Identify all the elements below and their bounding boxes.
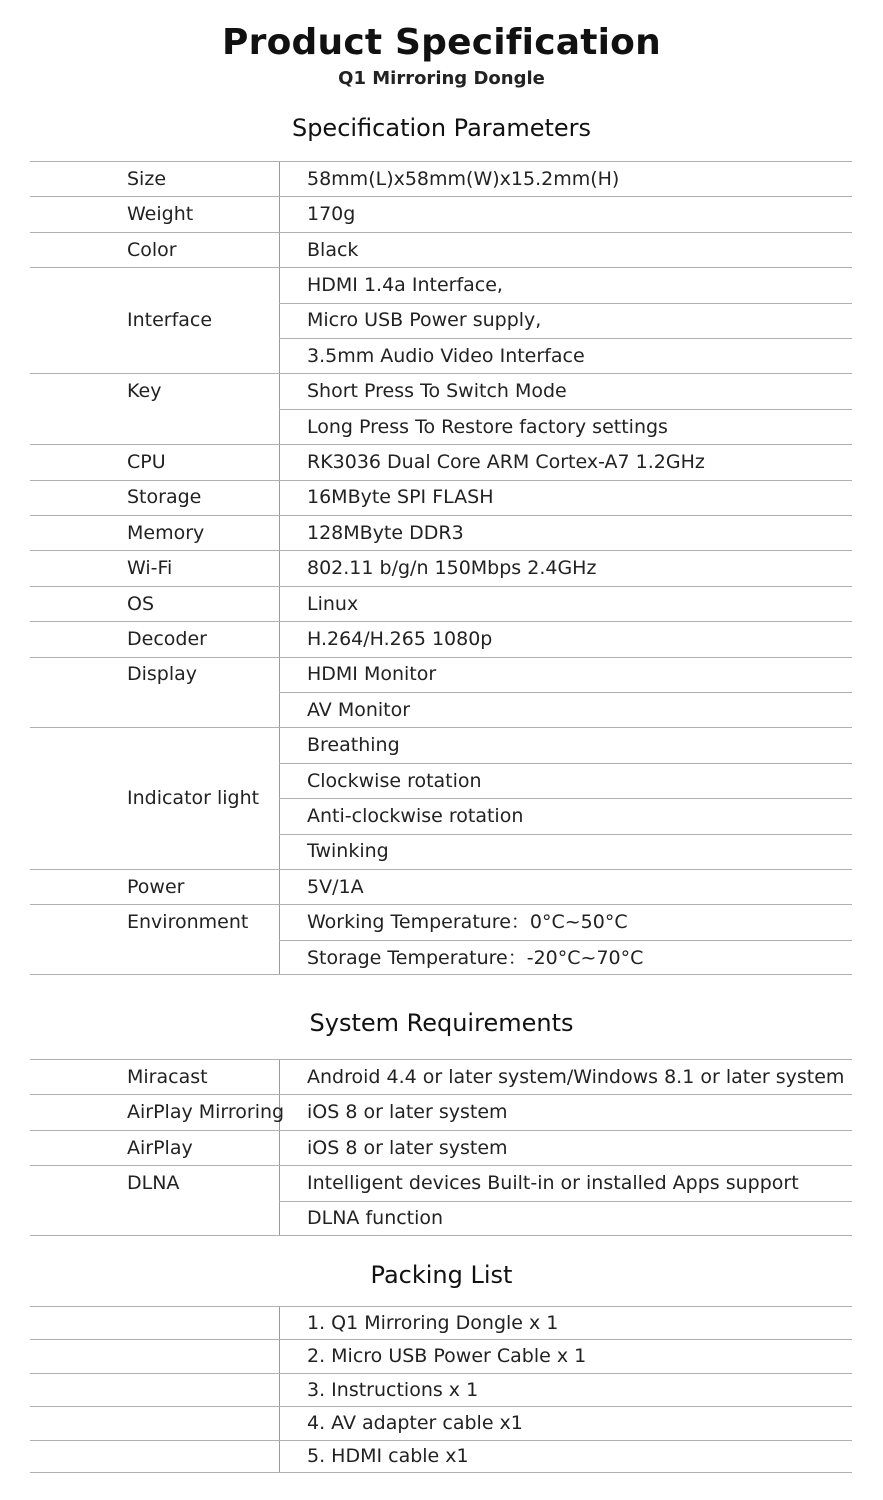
column-divider (279, 1059, 280, 1236)
row-label: Display (127, 663, 198, 686)
packing-heading: Packing List (370, 1261, 513, 1289)
row-divider (30, 480, 852, 481)
row-label: Environment (127, 911, 249, 934)
row-value: 128MByte DDR3 (307, 521, 464, 544)
row-label: Memory (127, 521, 205, 544)
row-divider (30, 373, 852, 374)
sub-row-divider (279, 303, 852, 304)
row-value: Long Press To Restore factory settings (307, 415, 668, 438)
row-label: Weight (127, 203, 194, 226)
row-label: AirPlay Mirroring (127, 1101, 285, 1124)
spec-heading: Specification Parameters (291, 114, 592, 142)
sub-row-divider (279, 338, 852, 339)
row-value: 58mm(L)x58mm(W)x15.2mm(H) (307, 167, 620, 190)
row-label: Power (127, 875, 185, 898)
row-divider (30, 1339, 852, 1340)
row-value: 5V/1A (307, 875, 364, 898)
row-value: Storage Temperature：-20°C~70°C (307, 946, 644, 969)
row-divider (30, 904, 852, 905)
row-value: Android 4.4 or later system/Windows 8.1 or later system (307, 1065, 845, 1088)
row-value: 4. AV adapter cable x1 (307, 1411, 523, 1434)
row-divider (30, 444, 852, 445)
page-title: Product Specification (222, 22, 661, 63)
row-value: iOS 8 or later system (307, 1101, 508, 1124)
row-label: Decoder (127, 627, 207, 650)
column-divider (279, 1306, 280, 1473)
table-border-top (30, 161, 852, 162)
row-label: Indicator light (127, 787, 260, 810)
row-divider (30, 1472, 852, 1473)
system-table (30, 1059, 852, 1236)
row-value: 3.5mm Audio Video Interface (307, 344, 585, 367)
row-divider (30, 196, 852, 197)
row-label: CPU (127, 450, 166, 473)
row-value: 802.11 b/g/n 150Mbps 2.4GHz (307, 557, 597, 580)
row-divider (30, 1130, 852, 1131)
row-divider (30, 621, 852, 622)
row-divider (30, 515, 852, 516)
system-heading: System Requirements (309, 1009, 574, 1037)
row-value: Linux (307, 592, 359, 615)
row-value: Anti-clockwise rotation (307, 804, 524, 827)
row-divider (30, 586, 852, 587)
row-value: iOS 8 or later system (307, 1136, 508, 1159)
row-label: DLNA (127, 1171, 180, 1194)
page-subtitle: Q1 Mirroring Dongle (338, 68, 545, 89)
row-value: HDMI 1.4a Interface, (307, 273, 503, 296)
row-divider (30, 869, 852, 870)
row-label: Size (127, 167, 167, 190)
row-value: 170g (307, 203, 356, 226)
row-divider (30, 1235, 852, 1236)
sub-row-divider (279, 692, 852, 693)
table-border-top (30, 1059, 852, 1060)
row-divider (30, 550, 852, 551)
sub-row-divider (279, 763, 852, 764)
row-label: Interface (127, 309, 213, 332)
sub-row-divider (279, 798, 852, 799)
row-divider (30, 727, 852, 728)
row-value: Twinking (307, 840, 389, 863)
row-divider (30, 1094, 852, 1095)
packing-table (30, 1306, 852, 1473)
row-label: Storage (127, 486, 202, 509)
row-value: 5. HDMI cable x1 (307, 1445, 469, 1468)
row-value: HDMI Monitor (307, 663, 437, 686)
row-label: Color (127, 238, 177, 261)
row-divider (30, 1165, 852, 1166)
row-label: Wi-Fi (127, 557, 173, 580)
sub-row-divider (279, 409, 852, 410)
row-value: Working Temperature：0°C~50°C (307, 911, 628, 934)
row-label: AirPlay (127, 1136, 193, 1159)
sub-row-divider (279, 834, 852, 835)
sub-row-divider (279, 940, 852, 941)
row-divider (30, 974, 852, 975)
row-value: Clockwise rotation (307, 769, 482, 792)
row-value: Micro USB Power supply, (307, 309, 542, 332)
row-label: OS (127, 592, 155, 615)
column-divider (279, 161, 280, 975)
row-divider (30, 1406, 852, 1407)
sub-row-divider (279, 1201, 852, 1202)
row-divider (30, 657, 852, 658)
table-border-top (30, 1306, 852, 1307)
row-value: Intelligent devices Built-in or installed Apps support (307, 1171, 799, 1194)
row-label: Miracast (127, 1065, 208, 1088)
row-label: Key (127, 380, 162, 403)
spec-table (30, 161, 852, 975)
row-value: 1. Q1 Mirroring Dongle x 1 (307, 1311, 559, 1334)
row-divider (30, 1440, 852, 1441)
row-divider (30, 232, 852, 233)
row-value: Short Press To Switch Mode (307, 380, 567, 403)
row-value: H.264/H.265 1080p (307, 627, 493, 650)
row-value: AV Monitor (307, 698, 411, 721)
row-divider (30, 1373, 852, 1374)
row-value: 3. Instructions x 1 (307, 1378, 479, 1401)
row-value: 2. Micro USB Power Cable x 1 (307, 1345, 587, 1368)
row-divider (30, 267, 852, 268)
row-value: RK3036 Dual Core ARM Cortex-A7 1.2GHz (307, 450, 705, 473)
row-value: Black (307, 238, 359, 261)
row-value: Breathing (307, 734, 400, 757)
row-value: DLNA function (307, 1207, 444, 1230)
row-value: 16MByte SPI FLASH (307, 486, 494, 509)
